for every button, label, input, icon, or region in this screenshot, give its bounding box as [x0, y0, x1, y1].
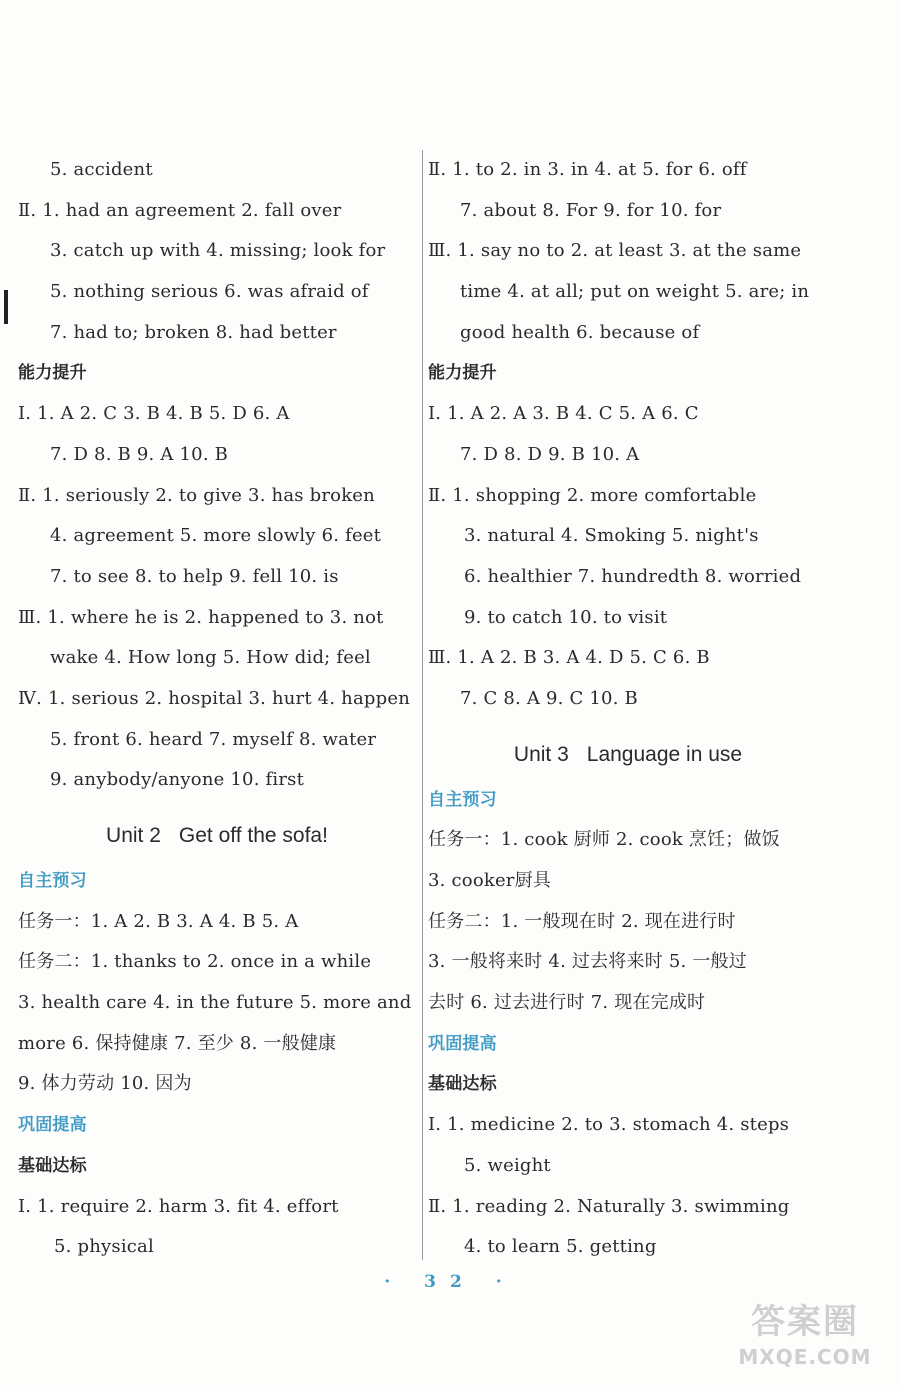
answer-line: Ⅰ. 1. A 2. C 3. B 4. B 5. D 6. A [18, 403, 290, 425]
answer-line: 4. agreement 5. more slowly 6. feet [50, 525, 382, 547]
answer-line: 7. had to; broken 8. had better [50, 321, 337, 343]
unit-label: Unit 2 [106, 824, 161, 847]
answer-line: Ⅲ. 1. say no to 2. at least 3. at the same [428, 240, 802, 262]
answer-line: 3. natural 4. Smoking 5. night's [464, 525, 759, 547]
answer-line: 任务二：1. thanks to 2. once in a while [18, 951, 372, 973]
watermark-url: MXQE.COM [738, 1345, 872, 1369]
answer-line: Ⅱ. 1. shopping 2. more comfortable [428, 484, 757, 506]
answer-line: time 4. at all; put on weight 5. are; in [460, 281, 810, 303]
unit-name: Language in use [586, 742, 743, 766]
answer-line: 5. nothing serious 6. was afraid of [50, 281, 369, 303]
section-heading-blue: 巩固提高 [18, 1115, 87, 1136]
answer-line: 3. cooker厨具 [428, 870, 552, 891]
answer-line: wake 4. How long 5. How did; feel [50, 647, 371, 669]
answer-line: 5. front 6. heard 7. myself 8. water [50, 728, 377, 750]
answer-line: 5. physical [54, 1236, 154, 1258]
section-heading: 能力提升 [428, 363, 497, 384]
answer-line: 7. C 8. A 9. C 10. B [460, 687, 638, 709]
page-number: · 32 · [384, 1272, 516, 1292]
section-heading-blue: 自主预习 [428, 789, 497, 810]
section-heading: 基础达标 [428, 1074, 497, 1095]
answer-line: 6. healthier 7. hundredth 8. worried [464, 565, 802, 587]
answer-line: 3. 一般将来时 4. 过去将来时 5. 一般过 [428, 951, 747, 973]
answer-line: 5. weight [464, 1154, 551, 1176]
left-column [18, 150, 416, 1268]
right-column [428, 150, 828, 1268]
unit-name: Get off the sofa! [178, 824, 328, 847]
section-heading: 能力提升 [18, 363, 87, 384]
site-watermark [720, 1300, 890, 1380]
answer-line: Ⅰ. 1. A 2. A 3. B 4. C 5. A 6. C [428, 403, 699, 425]
answer-line: 7. D 8. B 9. A 10. B [50, 443, 229, 465]
unit-label: Unit 3 [513, 742, 569, 766]
answer-line: Ⅱ. 1. to 2. in 3. in 4. at 5. for 6. off [428, 159, 747, 180]
answer-line: 9. to catch 10. to visit [464, 606, 668, 628]
section-heading-blue: 自主预习 [18, 871, 87, 891]
answer-line: 3. catch up with 4. missing; look for [50, 240, 386, 262]
answer-line: 任务一：1. A 2. B 3. A 4. B 5. A [18, 910, 299, 932]
column-divider [422, 150, 423, 1260]
answer-line: 3. health care 4. in the future 5. more and [18, 992, 412, 1014]
answer-line: Ⅲ. 1. A 2. B 3. A 4. D 5. C 6. B [428, 647, 710, 669]
answer-line: 7. to see 8. to help 9. fell 10. is [50, 565, 339, 587]
answer-line: Ⅱ. 1. seriously 2. to give 3. has broken [18, 484, 375, 506]
answer-line: 5. accident [50, 159, 153, 180]
answer-line: 7. about 8. For 9. for 10. for [460, 199, 722, 221]
answer-line: Ⅰ. 1. require 2. harm 3. fit 4. effort [18, 1195, 339, 1217]
watermark-logo-text: 答案圈 [751, 1302, 859, 1342]
answer-line: more 6. 保持健康 7. 至少 8. 一般健康 [18, 1032, 337, 1054]
answer-line: 7. D 8. D 9. B 10. A [460, 443, 640, 465]
answer-line: Ⅰ. 1. medicine 2. to 3. stomach 4. steps [428, 1114, 790, 1136]
section-heading: 基础达标 [18, 1155, 87, 1176]
scan-edge-mark [4, 290, 8, 324]
answer-line: 去时 6. 过去进行时 7. 现在完成时 [428, 992, 706, 1014]
answer-line: 任务一：1. cook 厨师 2. cook 烹饪；做饭 [428, 829, 780, 851]
answer-line: 任务二：1. 一般现在时 2. 现在进行时 [428, 910, 736, 932]
section-heading-blue: 巩固提高 [428, 1033, 497, 1054]
answer-line: Ⅳ. 1. serious 2. hospital 3. hurt 4. happen [18, 687, 410, 709]
answer-line: Ⅲ. 1. where he is 2. happened to 3. not [18, 606, 384, 628]
answer-line: 9. 体力劳动 10. 因为 [18, 1073, 192, 1095]
answer-line: Ⅱ. 1. reading 2. Naturally 3. swimming [428, 1195, 790, 1217]
answer-line: Ⅱ. 1. had an agreement 2. fall over [18, 199, 342, 221]
unit-3-title [428, 720, 828, 780]
answer-line: 4. to learn 5. getting [464, 1236, 657, 1258]
answer-line: good health 6. because of [460, 321, 700, 343]
answer-line: 9. anybody/anyone 10. first [50, 769, 305, 791]
unit-2-title [18, 801, 416, 861]
